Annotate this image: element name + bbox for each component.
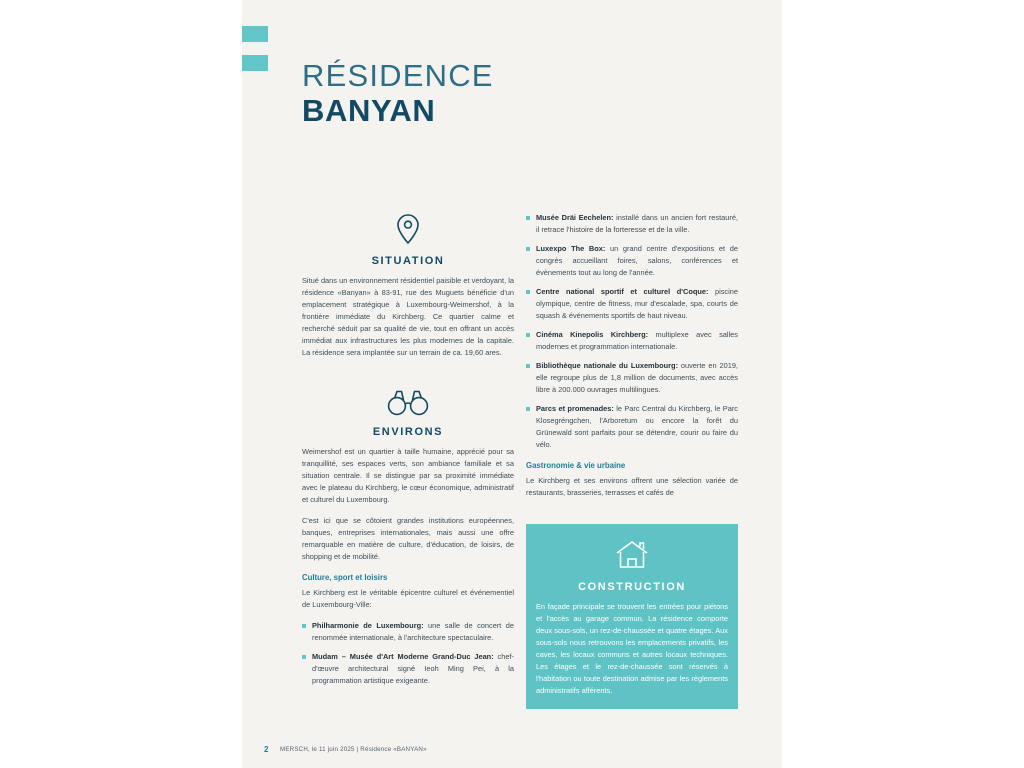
title-line-2: BANYAN: [302, 92, 436, 128]
gastronomie-paragraph: Le Kirchberg et ses environs offrent une sélection variée de restaurants, brasseries, terrasses et cafés de: [526, 475, 738, 497]
construction-box: [526, 524, 738, 709]
environs-paragraph-1: Weimershof est un quartier à taille humaine, apprécié pour sa tranquillité, ses espaces verts, son ambiance familiale et sa situation centrale. Il se distingue par sa proximité immédiate avec le plateau du Kirchberg, le cœur économique, administratif et culturel du Luxembourg.: [302, 446, 514, 504]
list-item-name: Luxexpo The Box:: [536, 243, 606, 253]
list-item-name: Mudam – Musée d'Art Moderne Grand-Duc Jean:: [312, 651, 494, 661]
culture-intro: Le Kirchberg est le véritable épicentre culturel et événementiel de Luxembourg-Ville:: [302, 587, 514, 609]
document-page: [242, 0, 782, 768]
list-item-text: chef-d'œuvre architectural signé Ieoh Ming Pei, à la programmation artistique exigeante.: [312, 651, 514, 685]
list-item: [526, 286, 738, 322]
list-item-name: Parcs et promenades:: [536, 403, 614, 413]
teal-corner-mark-bottom: [242, 55, 268, 71]
list-item-name: Bibliothèque nationale du Luxembourg:: [536, 360, 679, 370]
list-item: [302, 620, 514, 644]
list-item: [302, 651, 514, 687]
situation-paragraph: Situé dans un environnement résidentiel paisible et verdoyant, la résidence «Banyan» à 83-91, rue des Muguets bénéficie d'un emplacement stratégique à Luxembourg-Weimershof, à la frontière immédiate du Kirchberg. Ce quartier calme et recherché séduit par sa qualité de vie, tout en offrant un accès immédiat aux infrastructures les plus modernes de la capitale. La résidence sera implantée sur un terrain de ca. 19,60 ares.: [302, 276, 514, 357]
gastronomie-heading: Gastronomie & vie urbaine: [526, 460, 626, 470]
location-pin-icon: [302, 212, 514, 251]
construction-paragraph: En façade principale se trouvent les entrées pour piétons et l'accès au garage commun. La résidence comporte deux sous-sols, un rez-de-chaussée et quatre étages. Aux sous-sols nous retrouvons les emplacements privatifs, les caves, les locaux communs et autres locaux techniques. Les étages et le rez-de-chaussée sont réservés à l'habitation ou toute destination admise par les règlements administratifs afférents.: [536, 602, 728, 695]
list-item: [526, 360, 738, 396]
page-title: [302, 60, 494, 128]
teal-corner-mark-top: [242, 26, 268, 42]
list-item-text: une salle de concert de renommée internationale, à l'architecture spectaculaire.: [312, 620, 515, 642]
list-item-text: installé dans un ancien fort restauré, il retrace l'histoire de la forteresse et de la ville.: [536, 213, 738, 234]
environs-heading: ENVIRONS: [372, 425, 444, 438]
list-item-name: Cinéma Kinepolis Kirchberg:: [536, 329, 649, 339]
list-item-text: ouverte en 2019, elle regroupe plus de 1,8 million de documents, avec accès libre à 200.000 ouvrages multilingues.: [536, 360, 738, 394]
left-column: [302, 212, 514, 694]
list-item-name: Philharmonie de Luxembourg:: [312, 620, 424, 630]
list-item: [526, 403, 738, 451]
list-item-text: le Parc Central du Kirchberg, le Parc Klosegréngchen, l'Arboretum ou encore la forêt du Grünewald sont parfaits pour se détendre, courir ou faire du vélo.: [536, 403, 738, 449]
list-item-text: piscine olympique, centre de fitness, mur d'escalade, spa, courts de squash & événements sportifs de haut niveau.: [536, 286, 738, 320]
page-number: 2: [264, 745, 269, 754]
binoculars-icon: [302, 387, 514, 422]
culture-list-right: [526, 212, 738, 451]
list-item: [526, 243, 738, 279]
page-footer: [264, 745, 764, 754]
culture-heading: Culture, sport et loisirs: [302, 572, 388, 582]
list-item: [526, 212, 738, 236]
list-item-text: multiplexe avec salles modernes et programmation internationale.: [536, 329, 738, 351]
list-item-text: un grand centre d'expositions et de congrès accueillant foires, salons, conférences et évènements tout au long de l'année.: [536, 243, 738, 277]
footer-text: MERSCH, le 11 juin 2025 | Résidence «BANYAN»: [280, 746, 427, 753]
title-line-1: RÉSIDENCE: [302, 58, 494, 93]
house-icon: [536, 538, 728, 577]
list-item-name: Musée Dräi Eechelen:: [536, 213, 614, 222]
list-item-name: Centre national sportif et culturel d'Coque:: [536, 286, 709, 296]
environs-paragraph-2: C'est ici que se côtoient grandes institutions européennes, banques, entreprises internationales, mais aussi une offre remarquable en matière de culture, d'éducation, de loisirs, de shopping et de mobilité.: [302, 515, 514, 561]
right-column: [526, 212, 738, 508]
list-item: [526, 329, 738, 353]
culture-list-left: [302, 620, 514, 687]
situation-heading: SITUATION: [371, 255, 445, 267]
construction-heading: CONSTRUCTION: [578, 581, 686, 593]
